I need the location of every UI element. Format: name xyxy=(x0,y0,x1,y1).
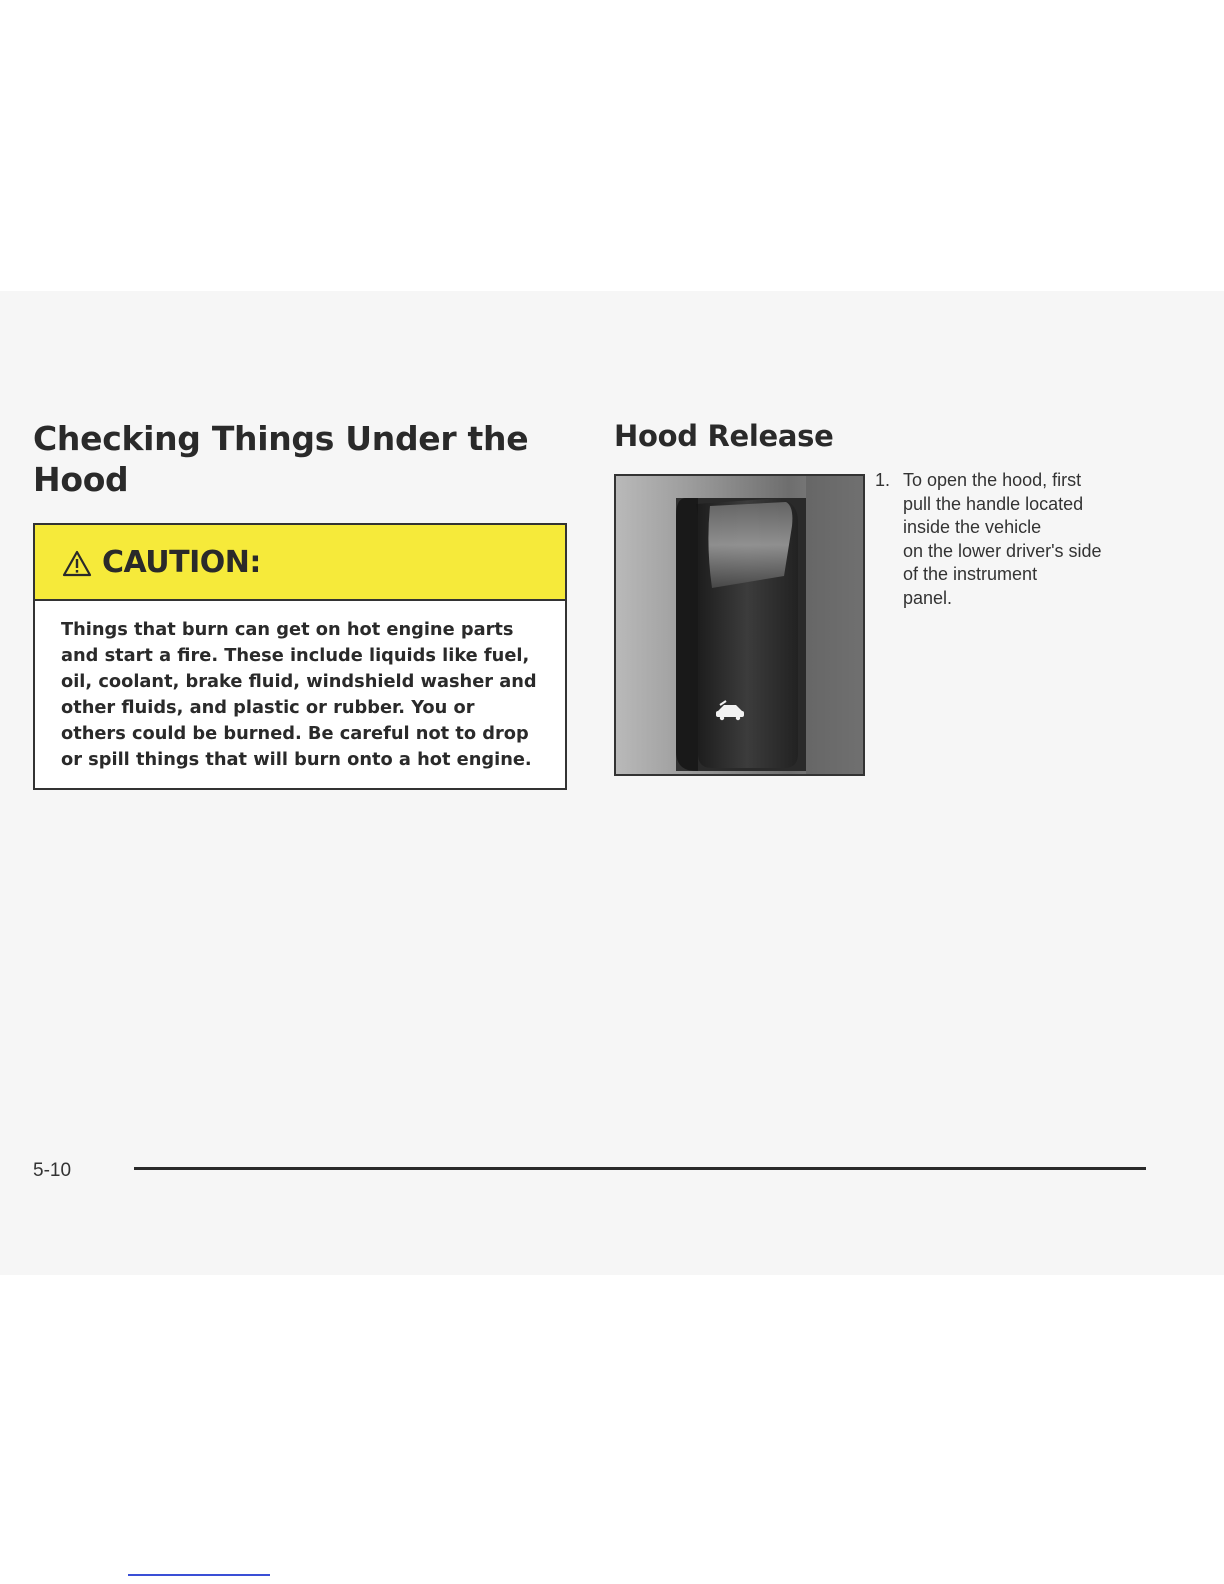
step-number: 1. xyxy=(875,470,891,490)
list-item xyxy=(875,469,1175,611)
caution-text-line: and start a fire. These include liquids like fuel, xyxy=(61,645,530,666)
hood-release-steps xyxy=(875,469,1175,611)
hood-release-handle-photo xyxy=(614,474,865,776)
caution-text xyxy=(35,601,565,773)
caution-label: CAUTION: xyxy=(102,544,261,580)
caution-box xyxy=(33,523,567,790)
caution-text-line: or spill things that will burn onto a hot engine. xyxy=(61,749,532,770)
page-number: 5-10 xyxy=(33,1160,72,1181)
step-text xyxy=(903,469,1175,611)
step-text-line: on the lower driver's side xyxy=(903,540,1102,561)
hood-release-photo-drawing xyxy=(616,476,863,774)
caution-header xyxy=(35,525,565,601)
step-text-line: inside the vehicle xyxy=(903,517,1042,538)
hood-release-title: Hood Release xyxy=(614,419,834,453)
step-text-line: of the instrument xyxy=(903,564,1038,585)
step-text-line: panel. xyxy=(903,587,953,608)
section-title: Checking Things Under the Hood xyxy=(33,419,529,499)
caution-text-line: oil, coolant, brake fluid, windshield washer and xyxy=(61,671,537,692)
step-text-line: pull the handle located xyxy=(903,493,1084,514)
bottom-link-underline xyxy=(128,1574,270,1576)
caution-text-line: Things that burn can get on hot engine parts xyxy=(61,619,514,640)
footer-divider xyxy=(134,1167,1146,1170)
caution-text-line: others could be burned. Be careful not to drop xyxy=(61,723,529,744)
warning-triangle-icon xyxy=(62,550,92,577)
caution-text-line: other fluids, and plastic or rubber. You or xyxy=(61,697,475,718)
step-text-line: To open the hood, first xyxy=(903,470,1082,490)
